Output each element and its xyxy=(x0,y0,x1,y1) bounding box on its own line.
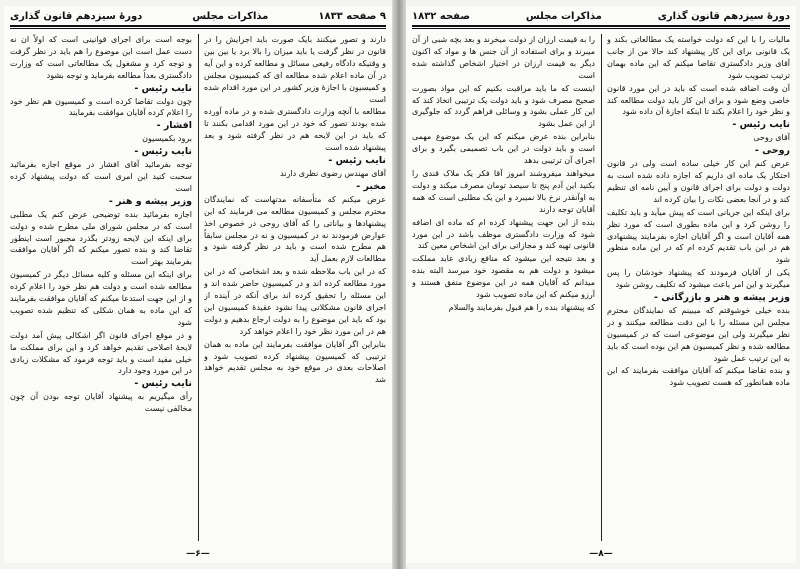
column-divider xyxy=(198,34,199,541)
paragraph: دارند و تصور میکنند بایک صورت باید اجرایش را در قانون در نظر گرفت یا باید میزان را بالا برد یا بین بین و وقتیکه دادگاه رفیعی مسائل و مطالعه کرده و این آیه در آن ماده اعلام شده مطالعه ای که کمیسیون مجلس و کمیسیون با اجازهٔ وزیر کشور در این مورد اقدام شده است xyxy=(204,35,386,104)
paragraph: یکی از آقایان فرمودند که پیشنهاد خودشان را پس میگیرند و این امر باعث میشود که تکلیف روشن شود xyxy=(607,268,790,290)
speaker-name: نایب رئیس - xyxy=(134,378,192,390)
left-page-header xyxy=(10,8,386,24)
paragraph: توجه بفرمائید آقای افشار در موقع اجازه بفرمائید سحبت کنید این امری است که دولت پیشنهاد کرده است xyxy=(10,160,192,193)
left-header-title: مذاکرات مجلس xyxy=(192,10,269,22)
left-page xyxy=(4,6,392,563)
paragraph: و بنده تقاضا میکنم که آقایان موافقت بفرمایند که این ماده همانطور که هست تصویب شود xyxy=(607,366,790,388)
speaker-name: مخبر - xyxy=(356,180,386,192)
paragraph: بنده از این جهت پیشنهاد کرده ام که ماده ای اضافه شود که وزارت دادگستری موظف باشد در این مورد قانونی تهیه کند و مجازاتی برای این اشخاص معین کند xyxy=(412,217,595,251)
paragraph: میخواهند میفروشند امروز آقا فکر یک ملاک قندی را بکنید این آدم پنج تا سیصد تومان مصرف میکند و دولت به اوآنقدر نرخ بالا نمیبرد و این یک مطلبی است که همه آقایان توجه دارند xyxy=(412,168,595,214)
left-page-left-column xyxy=(10,34,192,541)
header-rule-thin xyxy=(10,28,386,29)
speaker-name: افشار - xyxy=(156,120,192,132)
paragraph: آقای مهندس رضوی نظری دارند xyxy=(280,168,386,178)
right-header-page-label: صفحه ۱۸۳۲ xyxy=(412,10,471,22)
right-header-title: مذاکرات مجلس xyxy=(525,10,602,22)
paragraph: اجازه بفرمائید بنده توضیحی عرض کنم یک مطلبی است که در مجلس شورای ملی مطرح شده و دولت برای اینکه این لایحه زودتر بگذرد مجبور است اینطور تقاضا کند و بنده تصور میکنم که اگر آقایان موافقت بفرمایند بهتر است xyxy=(10,209,192,267)
speaker-name: روحی - xyxy=(754,145,790,157)
left-header-page-label: ۹ صفحه ۱۸۳۳ xyxy=(318,10,386,22)
paragraph: مالیات را با این که دولت خواسته یک مطالعاتی بکند و یک قانونی برای این کار پیشنهاد کند حالا من از جانب آقای وزیر دادگستری تقاضا میکنم که این ماده بهمان ترتیب تصویب شود xyxy=(607,35,790,80)
right-page-header xyxy=(412,8,790,24)
speaker-name: نایب رئیس - xyxy=(134,146,192,158)
speaker-name: نایب رئیس - xyxy=(732,119,790,131)
paragraph: برای اینکه این جریانی است که پیش میآید و باید تکلیف را روشن کرد و این ماده بطوری است که مورد نظر همه آقایان است و اگر آقایان اجازه بفرمایند پیشنهادی هم در این باب تقدیم کرده ام که در این ماده منظور شود xyxy=(607,207,790,265)
speaker-name: وزیر پیشه و هنر و بازرگانی - xyxy=(653,292,790,304)
paragraph: مطالعه با آنچه وزارت دادگستری شده و در ماده آورده شده بودند تصور که خود در این مورد اقدامی بکنند تا که باید در این لایحه هم در نظر گرفته شود و بعد پیشنهاد شده است xyxy=(204,107,386,153)
left-page-right-column xyxy=(204,34,386,541)
paragraph: بنابراین اگر آقایان موافقت بفرمایند این ماده به همان ترتیبی که کمیسیون پیشنهاد کرده تصویب شود و اصلاحات بعدی در موقع خود به مجلس تقدیم خواهد شد xyxy=(204,339,386,385)
left-page-footer: —۶— xyxy=(186,549,210,559)
paragraph: بوجه است برای اجرای قوانینی است که اولاً ان نه دست عمل است این موضوع را هم باید در نظر گرفت و توجه کرد و مشغول یک مطالعاتی است که وزارت دادگستری بعداً مطالعه بفرماید و توجه بشود xyxy=(10,35,192,80)
paragraph: برای اینکه این مسئله و کلیه مسائل دیگر در کمیسیون مطالعه شده است و دولت هم نظر خود را اعلام کرده و از این جهت استدعا میکنم که آقایان موافقت بفرمایند که این ماده به همان شکلی که تنظیم شده تصویب شود xyxy=(10,270,192,327)
right-page-right-column xyxy=(607,34,790,541)
paragraph: و بعد نتیجه این میشود که منافع زیادی عاید مملکت میشود و دولت هم به مقصود خود میرسد البته بنده میدانم که آقایان همه در این موضوع متفق هستند و آرزو میکنم که این ماده تصویب شود xyxy=(412,254,595,300)
paragraph: آقای روحی xyxy=(753,133,790,143)
right-header-term: دورهٔ سیزدهم قانون گذاری xyxy=(657,10,790,22)
left-header-term: دورهٔ سیزدهم قانون گذاری xyxy=(10,10,143,22)
paragraph: و در موقع اجرای قانون اگر اشکالی پیش آمد دولت لایحهٔ اصلاحی تقدیم خواهد کرد و این برای مملکت ما خیلی مفید است و باید توجه فرمود که مشکلات زیادی در این مورد وجود دارد xyxy=(10,330,192,376)
paragraph: بنابراین بنده عرض میکنم که این یک موضوع مهمی است و باید دولت در این باب تصمیمی بگیرد و برای اجرای آن ترتیبی بدهد xyxy=(412,132,595,166)
paragraph: عرض کنم این کار خیلی ساده است ولی در قانون احتکار یک ماده ای داریم که اجازه داده شده است به دولت و دولت برای اجرای قانون و آیین نامه ای تنظیم کند و در آنجا بعضی نکات را بیان کرده اند xyxy=(607,159,790,204)
right-page-footer: —۸— xyxy=(589,549,613,559)
paragraph: چون دولت تقاضا کرده است و کمیسیون هم نظر خود را اعلام کرده آقایان موافقت بفرمایند xyxy=(10,96,192,118)
paragraph: که در این باب ملاحظه شده و بعد اشخاصی که در این مورد مطالعه کرده اند و در کمیسیون حاضر شده اند و این مسئله را تحقیق کرده اند برای آنکه در آینده از اجرای قانون مشکلاتی پیدا نشود عقیدهٔ کمیسیون این بود که باید این موضوع را به دولت ارجاع بدهیم و دولت هم در این مورد نظر خود را اعلام خواهد کرد xyxy=(204,267,386,336)
paragraph: اینست که ما باید مراقبت بکنیم که این مواد بصورت صحیح مصرف شود و باید دولت یک ترتیبی اتخاذ کند که این کار عملی بشود و وسائلی فراهم گردد که جلوگیری از این عمل بشود xyxy=(412,83,595,129)
right-page xyxy=(406,6,796,563)
paragraph: آن وقت اضافه شده است که باید در این مورد قانون خاصی وضع شود و برای این کار باید دولت مطالعه کند و نظر خود را اعلام بکند تا اینکه اجازهٔ آن داده شود xyxy=(607,83,790,117)
paragraph: برود بکمیسیون xyxy=(142,134,192,144)
header-rule xyxy=(10,25,386,27)
column-divider xyxy=(601,34,602,541)
paragraph: رأی میگیریم به پیشنهاد آقایان توجه بودن آن چون مخالفی نیست xyxy=(10,392,192,414)
header-rule xyxy=(412,25,790,27)
right-page-left-column xyxy=(412,34,595,541)
book-gutter xyxy=(392,0,406,569)
speaker-name: نایب رئیس - xyxy=(134,82,192,94)
paragraph: که پیشنهاد بنده را هم قبول بفرمایند والسلام xyxy=(448,302,595,312)
paragraph: را به قیمت ارزان از دولت میخرند و بعد بچه شبی از آن میبرند و برای استفاده از آن جنس ها و مواد که اکنون دیگر به قیمت ارزان در اختیار اشخاص گذاشته شده است xyxy=(412,35,595,80)
header-rule-thin xyxy=(412,28,790,29)
paragraph: عرض میکنم که متأسفانه مدتهاست که نمایندگان محترم مجلس و کمیسیون مطالعه می فرمایند که این پیشنهادها و بیاناتی را که آقای روحی در خصوص اخذ عوارض فرمودند نه در کمیسیون و نه در مجلس سابقاً هم مطرح شده است و باید در نظر گرفته شود و مطالعات لازم بعمل آید xyxy=(204,194,386,264)
speaker-name: نایب رئیس - xyxy=(328,155,386,167)
paragraph: بنده خیلی خوشوقتم که میبینم که نمایندگان محترم مجلس این مسئله را با این دقت مطالعه میکنند و در نظر میگیرند ولی این موضوعی است که در کمیسیون مطالعه شده و نظر کمیسیون هم این بوده است که باید به این ترتیب عمل شود xyxy=(607,305,790,363)
speaker-name: وزیر پیشه و هنر - xyxy=(108,195,192,207)
